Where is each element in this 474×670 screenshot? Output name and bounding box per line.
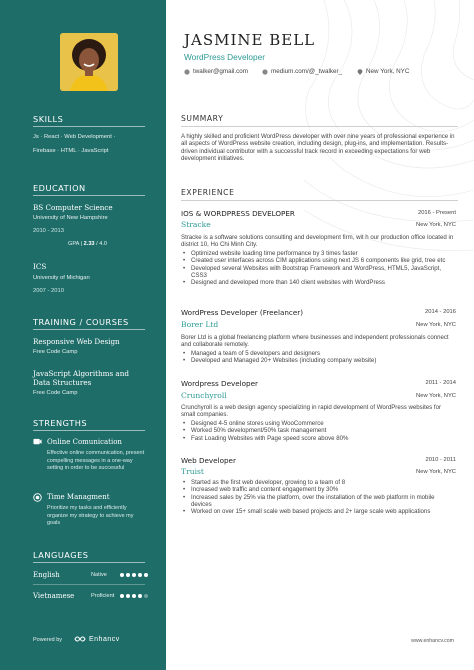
- footer-url[interactable]: www.enhancv.com: [411, 638, 454, 644]
- job-bullets: [181, 420, 456, 442]
- strength-title: Time Managment: [47, 493, 110, 501]
- summary-text: A highly skilled and proficient WordPress developer with over nine years of professional experience in all aspects of WordPress website creation, including design, plug-ins, and implementation. Results-driven individual contributor with a successful track record in exceeding expectations for web development initiatives.: [181, 133, 455, 162]
- list-item: • Worked 50% development/50% task management: [181, 427, 456, 434]
- divider: [33, 430, 145, 431]
- rating-dot: [120, 573, 124, 577]
- profile-photo: [60, 33, 118, 91]
- language-level: Native: [91, 572, 107, 578]
- powered-by-label: Powered by: [33, 637, 63, 643]
- rating-dot: [144, 594, 148, 598]
- divider: [33, 584, 145, 585]
- job-company: Crunchyroll: [181, 391, 227, 400]
- list-item: • Developed several Websites with Bootstrap Framework and WordPress, HTML5, JavaScript, CSS3: [181, 265, 456, 280]
- education-gpa: GPA | 2.33 / 4.0: [68, 241, 107, 247]
- skills-line-2: Firebase · HTML · JavaScript: [33, 148, 109, 154]
- list-item: • Developed and Managed 20+ Websites (including company website): [181, 357, 456, 364]
- job-company: Borer Ltd: [181, 320, 219, 329]
- summary-title: SUMMARY: [181, 114, 224, 123]
- list-item: • Created user interfaces across CIM applications using next JS 6 components like grid, tree etc: [181, 257, 456, 264]
- email-contact[interactable]: [184, 68, 248, 75]
- education-school: University of New Hampshire: [33, 215, 108, 221]
- rating-dot: [132, 594, 136, 598]
- list-item: • Increased web traffic and content engagement by 30%: [181, 486, 456, 493]
- divider: [33, 195, 145, 196]
- language-rating: [120, 573, 148, 577]
- languages-title: LANGUAGES: [33, 550, 89, 560]
- education-school: University of Michigan: [33, 275, 90, 281]
- divider: [181, 126, 458, 127]
- list-item: • Designed and developed more than 140 client websites with WordPress: [181, 279, 456, 286]
- strength-description: Prioritize my tasks and efficiently organize my strategy to achieve my goals: [47, 505, 134, 526]
- main-content: [166, 0, 474, 670]
- job-bullets: [181, 250, 456, 286]
- divider: [33, 329, 145, 330]
- job-location: New York, NYC: [416, 322, 456, 328]
- job-company: Stracke: [181, 220, 211, 229]
- course-provider: Free Code Camp: [33, 390, 78, 396]
- strengths-title: STRENGTHS: [33, 418, 88, 428]
- job-company: Truist: [181, 467, 204, 476]
- language-name: Vietnamese: [33, 592, 75, 600]
- education-degree: ICS: [33, 262, 47, 271]
- location-pin-icon: [357, 69, 363, 75]
- course-provider: Free Code Camp: [33, 349, 78, 355]
- skills-title: SKILLS: [33, 114, 64, 124]
- language-rating: [120, 594, 148, 598]
- list-item: • Fast Loading Websites with Page speed score above 80%: [181, 435, 456, 442]
- brand-name: Enhancv: [89, 635, 120, 643]
- rating-dot: [138, 573, 142, 577]
- list-item: • Optimized website loading time performance by 3 times faster: [181, 250, 456, 257]
- job-location: New York, NYC: [416, 222, 456, 228]
- job-title: Web Developer: [181, 456, 236, 465]
- rating-dot: [144, 573, 148, 577]
- email-text: twalker@gmail.com: [193, 68, 249, 75]
- gpa-label: GPA: [68, 241, 80, 247]
- language-name: English: [33, 571, 60, 579]
- target-icon: [33, 493, 42, 502]
- job-description: Borer Ltd is a global freelancing platform where businesses and independent professionals connect and collaborate remotely.: [181, 334, 449, 349]
- training-title: TRAINING / COURSES: [33, 317, 129, 327]
- website-text: medium.com/@_twalker_: [271, 68, 343, 75]
- website-contact[interactable]: [262, 68, 342, 75]
- candidate-name: JASMINE BELL: [184, 31, 316, 49]
- divider: [33, 562, 145, 563]
- rating-dot: [126, 594, 130, 598]
- gpa-max: / 4.0: [96, 241, 107, 247]
- language-level: Proficient: [91, 593, 115, 599]
- course-name: JavaScript Algorithms and: [33, 369, 129, 378]
- job-title: WordPress Developer (Freelancer): [181, 308, 304, 317]
- strength-description: Effective online communication, present compelling messages in a one-way setting in order to be successful: [47, 450, 145, 471]
- course-name: Data Structures: [33, 378, 92, 387]
- rating-dot: [138, 594, 142, 598]
- education-dates: 2010 - 2013: [33, 228, 64, 234]
- enhancv-logo-icon: [74, 635, 86, 643]
- divider: [181, 200, 458, 201]
- list-item: • Increased sales by 25% via the platform, over the installation of the web platform in mobile devices: [181, 494, 456, 509]
- location-text: New York, NYC: [366, 68, 410, 75]
- job-description: Crunchyroll is a web design agency specializing in rapid development of WordPress websites for small companies.: [181, 404, 442, 419]
- job-title: IOS & WORDPRESS DEVELOPER: [181, 209, 295, 218]
- education-degree: BS Computer Science: [33, 203, 113, 212]
- job-dates: 2010 - 2011: [425, 457, 456, 463]
- rating-dot: [132, 573, 136, 577]
- candidate-role: WordPress Developer: [184, 52, 266, 62]
- course-name: Responsive Web Design: [33, 337, 120, 346]
- rating-dot: [120, 594, 124, 598]
- list-item: • Managed a team of 5 developers and designers: [181, 350, 456, 357]
- job-dates: 2011 - 2014: [425, 380, 456, 386]
- education-dates: 2007 - 2010: [33, 288, 64, 294]
- sidebar: [0, 0, 166, 670]
- job-location: New York, NYC: [416, 469, 456, 475]
- job-location: New York, NYC: [416, 393, 456, 399]
- job-bullets: [181, 350, 456, 365]
- gpa-value: 2.33: [83, 241, 95, 247]
- topographic-pattern-icon: [304, 0, 474, 260]
- link-icon: [262, 69, 268, 75]
- education-title: EDUCATION: [33, 183, 86, 193]
- at-icon: [184, 69, 190, 75]
- job-description: Stracke is a software solutions consulting and development firm, wit h our production office located in district 10, Ho Chi Minh City.: [181, 234, 454, 249]
- skills-line-1: Js · React · Web Development ·: [33, 134, 116, 140]
- job-bullets: [181, 479, 456, 515]
- job-dates: 2014 - 2016: [425, 309, 456, 315]
- strength-title: Online Comunication: [47, 438, 122, 446]
- divider: [33, 126, 145, 127]
- job-title: Wordpress Developer: [181, 379, 258, 388]
- list-item: • Designed 4-5 online stores using WooCommerce: [181, 420, 456, 427]
- chat-icon: [33, 438, 42, 447]
- job-dates: 2016 - Present: [417, 210, 456, 216]
- experience-title: EXPERIENCE: [181, 188, 235, 197]
- location-contact: [357, 68, 409, 75]
- list-item: • Worked on over 15+ small scale web based projects and 2+ large scale web applications: [181, 508, 456, 515]
- rating-dot: [126, 573, 130, 577]
- list-item: • Started as the first web developer, growing to a team of 8: [181, 479, 456, 486]
- brand-logo[interactable]: [74, 635, 120, 643]
